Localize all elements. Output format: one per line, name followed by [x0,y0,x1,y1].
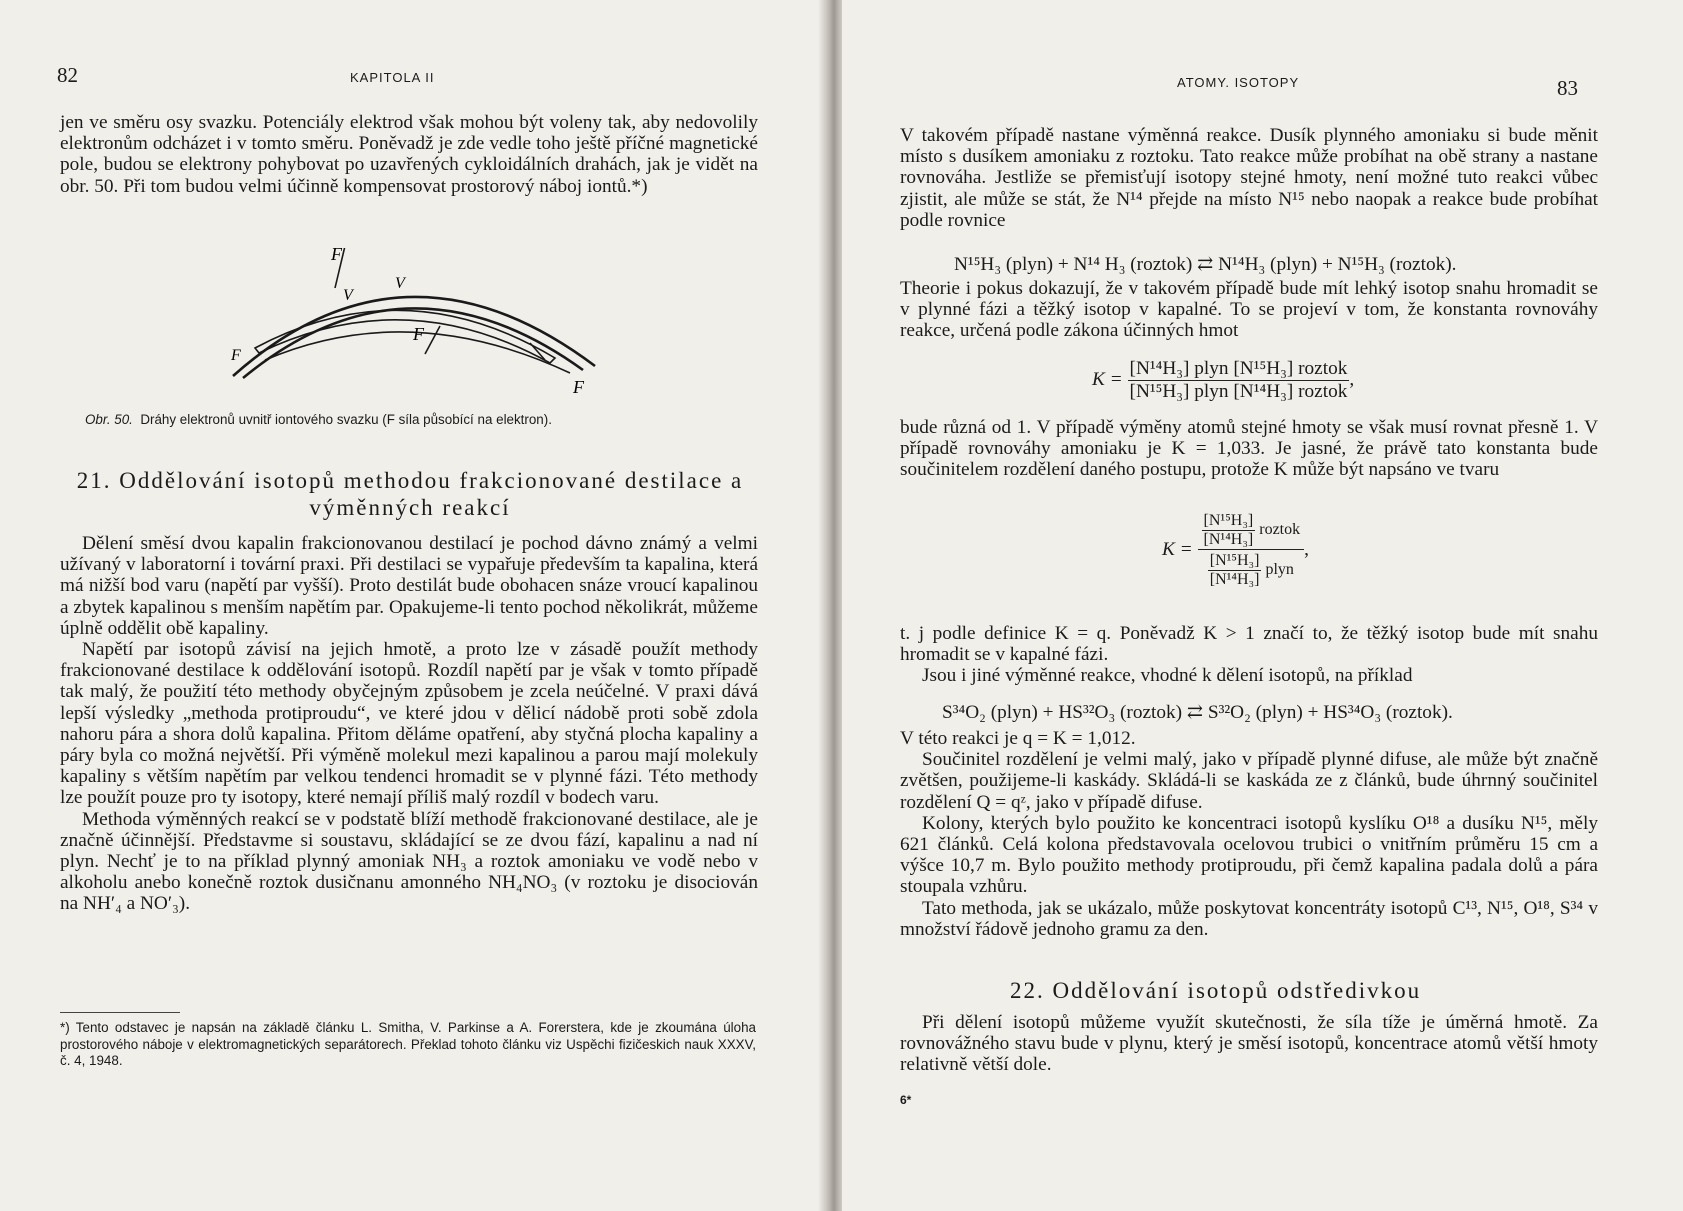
right-para-4: t. j podle definice K = q. Poněvadž K > 1 značí to, že těžký isotop bude mít snahu hromadit se v kapalné fázi. Jsou i jiné výměnné reakce, vhodné k dělení isotopů, na příklad [900,623,1598,687]
right-page [842,0,1683,1211]
paragraph-2: Napětí par isotopů závisí na jejich hmotě, a proto lze v zásadě použít methody frakcionované destilace k oddělování isotopů. Rozdíl napětí par je však v tomto případě tak malý, že použití této methody obyčejným způsobem je zcela neúčelné. V praxi dává lepší výsledky „methoda protiproudu“, ve které jdou v dělicí nádobě proti sobě zdola nahoru pára a shora dolů kapalina. Přitom děláme opatření, aby styčná plocha kapaliny a páry byla co možná největší. Při výměně molekul mezi kapalinou a parou mají molekuly kapaliny s větším napětím par velkou tendenci hromadit se v plynné fázi. Této methody lze použít pouze pro ty isotopy, které nemají příliš malý rozdíl v bodech varu. [60,639,758,809]
right-para-2: Theorie i pokus dokazují, že v takovém případě bude mít lehký isotop snahu hromadit se v plynné fázi a těžký isotop v kapalné. To se projeví v tom, že konstanta rovnováhy reakce, určená podle zákona účinných hmot [900,278,1598,342]
section-heading-22: 22. Oddělování isotopů odstředivkou [1010,978,1422,1003]
figure-50 [225,248,615,398]
caption-label: Obr. 50. [85,412,133,427]
figure-label-f2: F [413,324,424,344]
paragraph-1: Dělení směsí dvou kapalin frakcionovanou destilací je pochod dávno známý a velmi užívaný v laboratorní i tovární praxi. Při destilaci se vypařuje především ta kapalina, která má nižší bod varu (napětí par vyšší). Proto destilát bude obohacen snáze vroucí kapalinou a zbytek kapalinou s menším napětím par. Opakujeme-li tento pochod několikrát, můžeme úplně oddělit obě kapaliny. [60,533,758,639]
figure-label-f4: F [573,377,584,397]
left-page [0,0,826,1211]
equation-ammonia-exchange: N¹⁵H₃ (plyn) + N¹⁴ H₃ (roztok) ⇄ N¹⁴H₃ (plyn) + N¹⁵H₃ (roztok). [954,254,1457,275]
equation-equilibrium-constant: K = $\frac{\text{[N¹⁴H₃] plyn [N¹⁵H₃] roztok}}{\text{[N¹⁵H₃] plyn [N¹⁴H₃] roztok}}$ , [1092,358,1355,402]
figure-caption [85,412,552,427]
figure-label-f3: F [231,347,241,364]
section-21-body [60,533,758,915]
equation-compound-fraction: K = $\frac{\text{[N¹⁵H₃]}}{\text{[N¹⁴H₃]}}$ roztok $\frac{\text{[N¹⁵H₃]}}{\text{[N¹⁴H₃]}}$ plyn , [1162,512,1309,588]
running-head-right: ATOMY. ISOTOPY [1177,75,1300,90]
figure-label-f1: F [331,248,342,264]
force-arrow-2 [425,326,440,354]
right-para-1: V takovém případě nastane výměnná reakce. Dusík plynného amoniaku si bude měnit místo s dusíkem amoniaku z roztoku. Tato reakce může probíhat na obě strany a nastane rovnováha. Jestliže se přemisťují isotopy stejné hmoty, není možné tuto reakci vůbec zjistit, ale může se stát, že N¹⁴ přejde na místo N¹⁵ nebo naopak a reakce bude probíhat podle rovnice [900,125,1598,231]
footnote-rule [60,1012,180,1013]
right-para-3: bude různá od 1. V případě výměny atomů stejné hmoty se však musí rovnat přesně 1. V případě rovnováhy amoniaku je K = 1,033. Je jasné, že právě tato konstanta bude součinitelem rozdělení daného postupu, protože K může být napsáno ve tvaru [900,417,1598,481]
figure-label-v2: V [395,275,405,292]
intro-paragraph [60,112,758,197]
figure-label-v1: V [343,287,353,304]
equation-sulfur-exchange: S³⁴O₂ (plyn) + HS³²O₃ (roztok) ⇄ S³²O₂ (plyn) + HS³⁴O₃ (roztok). [942,702,1453,723]
electron-path-inner [255,310,555,363]
right-para-6: Při dělení isotopů můžeme využít skutečnosti, že síla tíže je úměrná hmotě. Za rovnovážného stavu bude v plynu, který je směsí isotopů, koncentrace atomů větší hmoty relativně větší dole. [900,1012,1598,1076]
section-heading-21: 21. Oddělování isotopů methodou frakcionované destilace a výměnných reakcí [76,468,744,520]
running-head-left: KAPITOLA II [350,70,435,85]
caption-text: Dráhy elektronů uvnitř iontového svazku (F síla působící na elektron). [140,412,552,427]
intro-text: jen ve směru osy svazku. Potenciály elektrod však mohou být voleny tak, aby nedovolily elektronům odcházet i v tomto směru. Poněvadž je zde vedle toho ještě příčné magnetické pole, budou se elektrony pohybovat po uzavřených cykloidálních drahách, jak je vidět na obr. 50. Při tom budou velmi účinně kompensovat prostorový náboj iontů.*) [60,112,758,197]
page-number-left: 82 [57,63,78,87]
footnote: *) Tento odstavec je napsán na základě článku L. Smitha, V. Parkinse a A. Forerstera, kde je zkoumána úloha prostorového náboje v elektromagnetických separátorech. Překlad tohoto článku viz Uspěchi fizičeskich nauk XXXV, č. 4, 1948. [60,1020,756,1068]
right-para-5: V této reakci je q = K = 1,012. Součinitel rozdělení je velmi malý, jako v případě plynné difuse, ale může být značně zvětšen, použijeme-li kaskády. Skládá-li se kaskáda ze z článků, bude úhrnný součinitel rozdělení Q = qᶻ, jako v případě difuse. Kolony, kterých bylo použito ke koncentraci isotopů kyslíku O¹⁸ a dusíku N¹⁵, měly 621 článků. Celá kolona představovala ocelovou trubici o vnitřním průměru 15 cm a výšce 10,7 m. Bylo použito methody protiproudu, při čemž kapalina padala dolů a pára stoupala vzhůru. Tato methoda, jak se ukázalo, může poskytovat koncentráty isotopů C¹³, N¹⁵, O¹⁸, S³⁴ v množství řádově jednoho gramu za den. [900,728,1598,940]
signature-mark: 6* [900,1093,912,1107]
paragraph-3: Methoda výměnných reakcí se v podstatě blíží methodě frakcionované destilace, ale je značně účinnější. Představme si soustavu, skládající se ze dvou fází, kapalinu a nad ní plyn. Nechť je to na příklad plynný amoniak NH₃ a roztok amoniaku ve vodě nebo v alkoholu anebo konečně roztok dusičnanu amonného NH₄NO₃ (v roztoku je disociován na NH′₄ a NO′₃). [60,808,758,915]
page-number-right: 83 [1557,76,1578,100]
